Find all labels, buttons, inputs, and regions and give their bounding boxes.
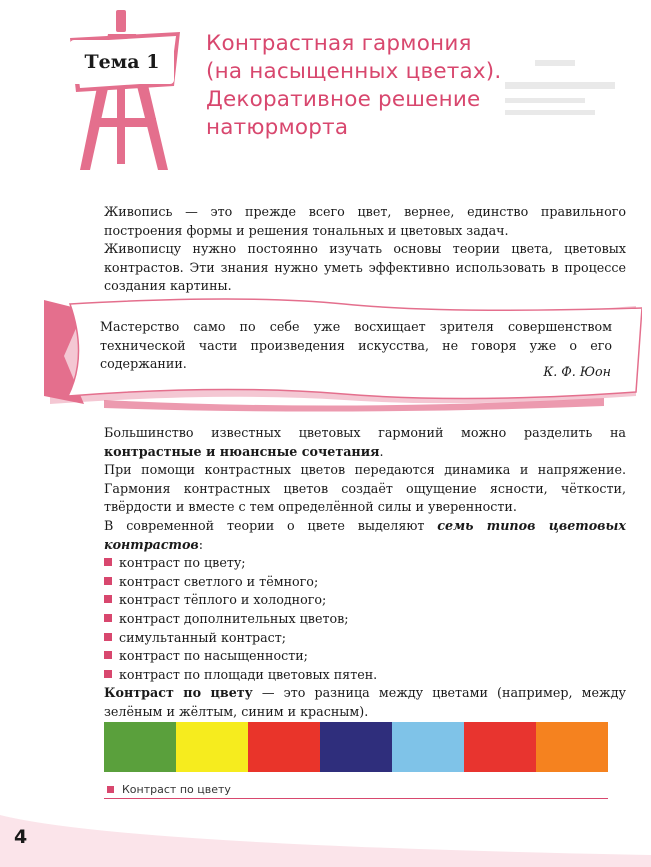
list-item: контраст дополнительных цветов; — [104, 610, 626, 629]
square-bullet-icon — [104, 651, 112, 659]
easel-icon — [60, 10, 190, 170]
intro-text — [104, 203, 626, 296]
bleed-through-artifact — [465, 56, 625, 136]
list-item: контраст по насыщенности; — [104, 647, 626, 666]
square-bullet-icon — [104, 670, 112, 678]
main-text — [104, 424, 626, 722]
list-item: контраст по площади цветовых пятен. — [104, 666, 626, 685]
title-line: Контрастная гармония — [206, 31, 472, 56]
paragraph: В современной теории о цвете выделяют семь типов цветовых контрастов: — [104, 517, 626, 552]
list-item: контраст по цвету; — [104, 554, 626, 573]
page-corner-decoration — [0, 815, 651, 867]
square-bullet-icon — [104, 614, 112, 622]
square-bullet-icon — [107, 786, 114, 793]
paragraph: При помощи контрастных цветов передаются динамика и напряжение. Гармония контрастных цветов создаёт ощущение ясности, чёткости, твёрдости и вместе с тем определённой силы и уверенности. — [104, 462, 626, 515]
contrast-types-list — [104, 554, 626, 684]
quote-text: Мастерство само по себе уже восхищает зрителя совершенством технической части произведения искусства, не говоря уже о его содержании. — [100, 319, 612, 372]
color-swatch — [176, 722, 248, 772]
caption-text: Контраст по цвету — [122, 782, 231, 796]
square-bullet-icon — [104, 633, 112, 641]
square-bullet-icon — [104, 595, 112, 603]
paragraph: Контраст по цвету — это разница между цветами (например, между зелёным и жёлтым, синим и красным). — [104, 685, 626, 719]
page-number: 4 — [14, 826, 28, 848]
bold-term: Контраст по цвету — [104, 685, 253, 701]
color-contrast-strip — [104, 722, 608, 772]
color-swatch — [104, 722, 176, 772]
color-swatch — [320, 722, 392, 772]
paragraph: Большинство известных цветовых гармоний можно разделить на контрастные и нюансные сочетания. — [104, 425, 626, 459]
topic-badge: Тема 1 — [70, 40, 174, 84]
color-swatch — [536, 722, 608, 772]
bold-italic-term: семь типов цветовых контрастов — [104, 517, 626, 552]
quote-author: К. Ф. Юон — [543, 364, 611, 379]
square-bullet-icon — [104, 577, 112, 585]
title-line: (на насыщенных цветах). — [206, 59, 502, 84]
list-item: симультанный контраст; — [104, 629, 626, 648]
title-line: Декоративное решение — [206, 87, 481, 112]
bold-term: контрастные и нюансные сочетания — [104, 443, 380, 459]
square-bullet-icon — [104, 558, 112, 566]
color-swatch — [464, 722, 536, 772]
color-swatch — [248, 722, 320, 772]
intro-paragraph: Живописцу нужно постоянно изучать основы теории цвета, цветовых контрастов. Эти знания нужно уметь эффективно использовать в процессе создания картины. — [104, 241, 626, 294]
figure-caption — [104, 780, 608, 799]
intro-paragraph: Живопись — это прежде всего цвет, вернее, единство правильного построения формы и решения тональных и цветовых задач. — [104, 204, 626, 238]
list-item: контраст тёплого и холодного; — [104, 591, 626, 610]
title-line: натюрморта — [206, 115, 349, 140]
list-item: контраст светлого и тёмного; — [104, 573, 626, 592]
color-swatch — [392, 722, 464, 772]
